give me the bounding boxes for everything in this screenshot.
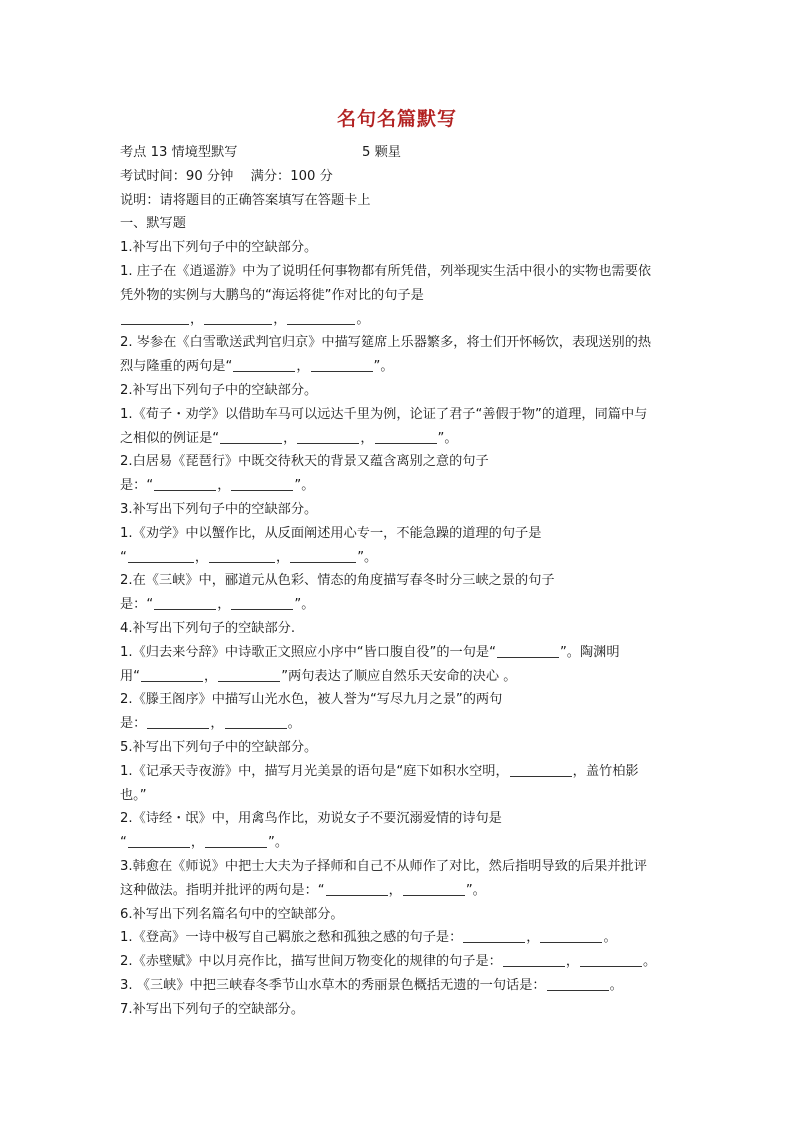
- question-text: 3. 《三峡》中把三峡春冬季节山水草木的秀丽景色概括无遗的一句话是： 。: [120, 977, 623, 993]
- difficulty-rating: 5 颗星: [362, 145, 401, 160]
- answer-blank[interactable]: [297, 429, 359, 444]
- exam-time-line: 考试时间：90 分钟 满分：100 分: [120, 168, 333, 184]
- question-heading: 7.补写出下列句子的空缺部分。: [120, 1001, 305, 1017]
- question-text: 2. 岑参在《白雪歌送武判官归京》中描写筵席上乐器繁多，将士们开怀畅饮，表现送别的热: [120, 335, 652, 351]
- question-text: 2.《滕王阁序》中描写山光水色，被人誉为“写尽九月之景”的两句: [120, 692, 503, 708]
- question-heading: 6.补写出下列名篇名句中的空缺部分。: [120, 906, 344, 922]
- answer-blank[interactable]: [375, 429, 437, 444]
- question-heading: 5.补写出下列句子中的空缺部分。: [120, 739, 318, 755]
- question-text: “ ， ， ”。: [120, 549, 378, 565]
- question-text: 1.《归去来兮辞》中诗歌正文照应小序中“皆口腹自役”的一句是“ ”。陶渊明: [120, 644, 620, 660]
- answer-blank[interactable]: [510, 762, 572, 777]
- answer-blank[interactable]: [290, 548, 356, 563]
- question-text: 2.白居易《琵琶行》中既交待秋天的背景又蕴含离别之意的句子: [120, 454, 489, 470]
- answer-blank[interactable]: [231, 476, 293, 491]
- question-text: 1.《登高》一诗中极写自己羁旅之愁和孤独之感的句子是： ， 。: [120, 930, 617, 946]
- question-text: 这种做法。指明并批评的两句是：“ ， ”。: [120, 882, 486, 898]
- answer-blank[interactable]: [497, 643, 559, 658]
- answer-blank[interactable]: [154, 476, 216, 491]
- answer-blank[interactable]: [326, 881, 388, 896]
- question-heading: 2.补写出下列句子中的空缺部分。: [120, 382, 318, 398]
- question-text: 是：“ ， ”。: [120, 597, 315, 613]
- question-text: 是： ， 。: [120, 716, 301, 732]
- question-text: 1.《记承天寺夜游》中，描写月光美景的语句是“庭下如积水空明， ，盖竹柏影: [120, 763, 639, 779]
- question-heading: 1.补写出下列句子中的空缺部分。: [120, 240, 318, 256]
- question-text: 2.《诗经・氓》中，用禽鸟作比，劝说女子不要沉溺爱情的诗句是: [120, 811, 502, 827]
- question-text: 用“ ， ”两句表达了顺应自然乐天安命的决心 。: [120, 668, 517, 684]
- instructions-line: 说明：请将题目的正确答案填写在答题卡上: [120, 192, 371, 208]
- question-text: 凭外物的实例与大鹏鸟的“海运将徙”作对比的句子是: [120, 287, 424, 303]
- question-text: 1.《荀子・劝学》以借助车马可以远达千里为例，论证了君子“善假于物”的道理，同篇中与: [120, 406, 648, 422]
- answer-blank[interactable]: [580, 952, 642, 967]
- answer-blank[interactable]: [205, 833, 267, 848]
- answer-blank[interactable]: [503, 952, 565, 967]
- answer-blank[interactable]: [147, 714, 209, 729]
- question-text: 之相似的例证是“ ， ， ”。: [120, 430, 458, 446]
- question-heading: 3.补写出下列句子中的空缺部分。: [120, 501, 318, 517]
- question-text: 1. 庄子在《逍遥游》中为了说明任何事物都有所凭借，列举现实生活中很小的实物也需要依: [120, 263, 652, 279]
- answer-blank[interactable]: [311, 357, 373, 372]
- page-title: 名句名篇默写: [336, 108, 457, 130]
- answer-blank[interactable]: [403, 881, 465, 896]
- answer-blank[interactable]: [128, 833, 190, 848]
- question-text: 3.韩愈在《师说》中把士大夫为子择师和自己不从师作了对比，然后指明导致的后果并批评: [120, 858, 647, 874]
- question-text: “ ， ”。: [120, 835, 289, 851]
- document-body: [120, 141, 680, 1021]
- answer-blank[interactable]: [287, 310, 355, 325]
- answer-blank[interactable]: [128, 548, 194, 563]
- answer-line: ， ， 。: [120, 308, 680, 332]
- answer-blank[interactable]: [233, 357, 295, 372]
- question-heading: 4.补写出下列句子的空缺部分.: [120, 620, 296, 636]
- answer-blank[interactable]: [204, 310, 272, 325]
- answer-blank[interactable]: [463, 928, 525, 943]
- question-text: 烈与隆重的两句是“ ， ”。: [120, 359, 394, 375]
- question-text: 也。”: [120, 787, 147, 803]
- question-text: 2.《赤壁赋》中以月亮作比，描写世间万物变化的规律的句子是： ， 。: [120, 954, 657, 970]
- question-text: 2.在《三峡》中，郦道元从色彩、情态的角度描写春冬时分三峡之景的句子: [120, 573, 555, 589]
- header-topic-line: [120, 141, 680, 165]
- section-title: 一、默写题: [120, 216, 186, 232]
- answer-blank[interactable]: [154, 595, 216, 610]
- answer-blank[interactable]: [540, 928, 602, 943]
- answer-blank[interactable]: [141, 667, 203, 682]
- answer-blank[interactable]: [225, 714, 287, 729]
- answer-blank[interactable]: [121, 310, 189, 325]
- question-text: 1.《劝学》中以蟹作比，从反面阐述用心专一，不能急躁的道理的句子是: [120, 525, 542, 541]
- answer-blank[interactable]: [547, 976, 609, 991]
- topic-label: 考点 13 情境型默写: [120, 145, 238, 160]
- answer-blank[interactable]: [231, 595, 293, 610]
- question-text: 是：“ ， ”。: [120, 478, 315, 494]
- answer-blank[interactable]: [220, 429, 282, 444]
- answer-blank[interactable]: [209, 548, 275, 563]
- answer-blank[interactable]: [218, 667, 280, 682]
